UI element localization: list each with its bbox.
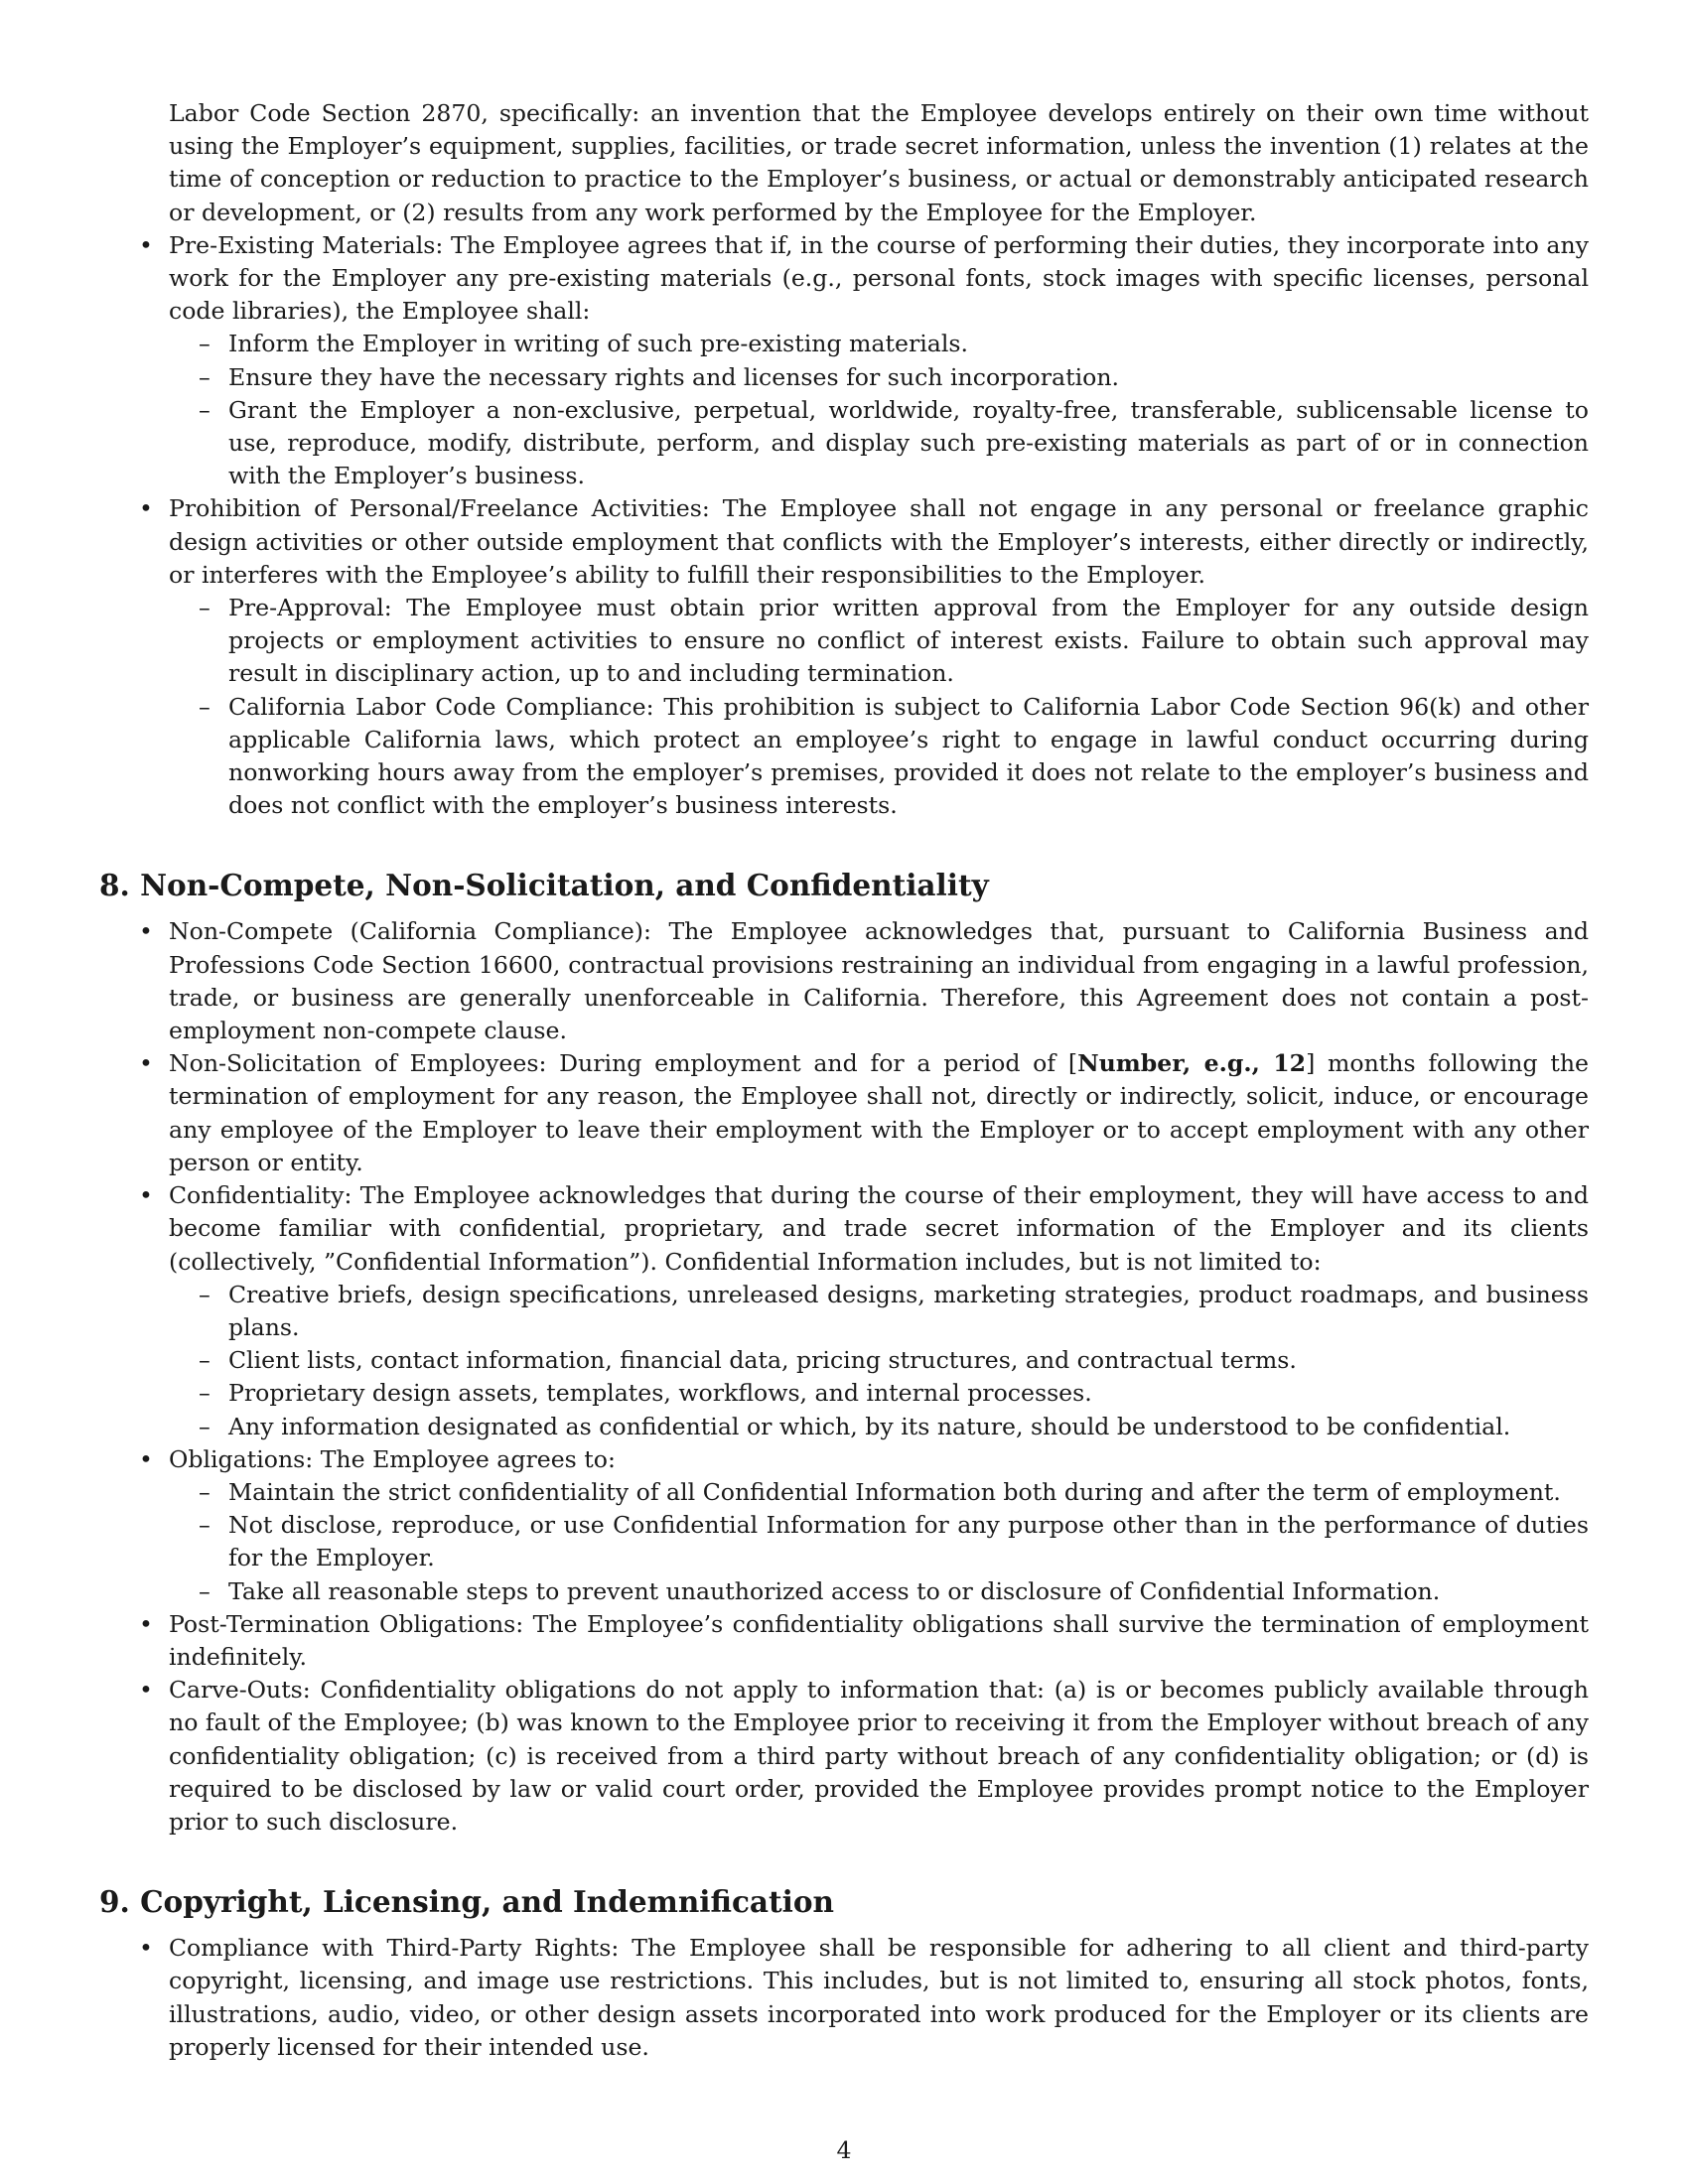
sublist-item-text: Client lists, contact information, financial data, pricing structures, and contractual terms. [228, 1346, 1297, 1375]
bullet-icon: • [139, 494, 153, 523]
list-item-text: Non-Compete (California Compliance): The Employee acknowledges that, pursuant to California Business and Professions Code Section 16600, contractual provisions restraining an individual from engaging in a lawful profession, trade, or business are generally unenforceable in California. Therefore, this Agreement does not contain a post-employment non-compete clause. [169, 917, 1589, 1045]
list-item-text: Post-Termination Obligations: The Employee’s confidentiality obligations shall survive the termination of employment indefinitely. [169, 1609, 1589, 1671]
sublist-item [199, 691, 1589, 823]
section-8-heading: 8. Non-Compete, Non-Solicitation, and Confidentiality [99, 868, 989, 903]
sublist [169, 1476, 1589, 1608]
sublist-item [199, 1476, 1589, 1509]
bullet-icon: • [139, 1934, 153, 1963]
sublist-item-text: Grant the Employer a non-exclusive, perpetual, worldwide, royalty-free, transferable, sublicensable license to use, reproduce, modify, distribute, perform, and display such pre-existing materials as part of or in connection with the Employer’s business. [228, 395, 1589, 490]
dash-icon: – [199, 1280, 211, 1308]
bullet-icon: • [139, 1444, 153, 1473]
sublist-item-text: Not disclose, reproduce, or use Confidential Information for any purpose other than in the performance of duties for the Employer. [228, 1511, 1589, 1572]
list-item [139, 1674, 1589, 1839]
intro-paragraph: Labor Code Section 2870, specifically: an invention that the Employee develops entirely on their own time without using the Employer’s equipment, supplies, facilities, or trade secret information, unless the invention (1) relates at the time of conception or reduction to practice to the Employer’s business, or actual or demonstrably anticipated research or development, or (2) results from any work performed by the Employee for the Employer. [169, 99, 1589, 226]
dash-icon: – [199, 1379, 211, 1408]
sublist [169, 1279, 1589, 1443]
sublist-item [199, 394, 1589, 493]
bullet-icon: • [139, 1181, 153, 1210]
sublist-item-text: Inform the Employer in writing of such pre-existing materials. [228, 330, 968, 358]
list-item-text: Confidentiality: The Employee acknowledges that during the course of their employment, they will have access to and become familiar with confidential, proprietary, and trade secret information of the Employer and its clients (collectively, ”Confidential Information”). Confidential Information includes, but is not limited to: [169, 1181, 1589, 1276]
list-item-text: Pre-Existing Materials: The Employee agrees that if, in the course of performing their duties, they incorporate into any work for the Employer any pre-existing materials (e.g., personal fonts, stock images with specific licenses, personal code libraries), the Employee shall: [169, 230, 1589, 326]
section9-list [99, 1932, 1589, 2064]
sublist-item [199, 1377, 1589, 1410]
dash-icon: – [199, 1477, 211, 1506]
sublist-item-text: Maintain the strict confidentiality of all Confidential Information both during and after the term of employment. [228, 1477, 1561, 1506]
bullet-icon: • [139, 1676, 153, 1705]
list-item [139, 229, 1589, 493]
list-item-text: Obligations: The Employee agrees to: [169, 1444, 616, 1473]
sublist-item-text: California Labor Code Compliance: This prohibition is subject to California Labor Code Section 96(k) and other applicable California laws, which protect an employee’s right to engage in lawful conduct occurring during nonworking hours away from the employer’s premises, provided it does not relate to the employer’s business and does not conflict with the employer’s business interests. [228, 692, 1589, 820]
list-item [139, 1179, 1589, 1443]
sublist-item-text: Ensure they have the necessary rights and licenses for such incorporation. [228, 362, 1120, 391]
sublist-item [199, 328, 1589, 360]
list-item [139, 1047, 1589, 1179]
sublist [169, 592, 1589, 822]
sublist-item-text: Any information designated as confidential or which, by its nature, should be understood to be confidential. [228, 1412, 1511, 1440]
list-item-text: Carve-Outs: Confidentiality obligations do not apply to information that: (a) is or becomes publicly available through no fault of the Employee; (b) was known to the Employee prior to receiving it from the Employer without breach of any confidentiality obligation; (c) is received from a third party without breach of any confidentiality obligation; or (d) is required to be disclosed by law or valid court order, provided the Employee provides prompt notice to the Employer prior to such disclosure. [169, 1676, 1589, 1836]
dash-icon: – [199, 1346, 211, 1375]
sublist [169, 328, 1589, 492]
sublist-item-text: Pre-Approval: The Employee must obtain prior written approval from the Employer for any outside design projects or employment activities to ensure no conflict of interest exists. Failure to obtain such approval may result in disciplinary action, up to and including termination. [228, 594, 1589, 688]
section-9-heading: 9. Copyright, Licensing, and Indemnification [99, 1884, 834, 1920]
list-item-text: Compliance with Third-Party Rights: The Employee shall be responsible for adhering to all client and third-party copyright, licensing, and image use restrictions. This includes, but is not limited to, ensuring all stock photos, fonts, illustrations, audio, video, or other design assets incorporated into work produced for the Employer or its clients are properly licensed for their intended use. [169, 1934, 1589, 2061]
list-item-text: Non-Solicitation of Employees: During employment and for a period of [ [169, 1049, 1078, 1078]
sublist-item-text: Creative briefs, design specifications, unreleased designs, marketing strategies, product roadmaps, and business plans. [228, 1280, 1589, 1341]
sublist-item [199, 1279, 1589, 1344]
dash-icon: – [199, 395, 211, 424]
sublist-item [199, 1509, 1589, 1574]
list-item [139, 492, 1589, 822]
section8-list [99, 915, 1589, 1839]
dash-icon: – [199, 330, 211, 358]
bullet-icon: • [139, 917, 153, 946]
sublist-item-text: Take all reasonable steps to prevent unauthorized access to or disclosure of Confidential Information. [228, 1576, 1441, 1605]
dash-icon: – [199, 1576, 211, 1605]
page-number: 4 [836, 2136, 852, 2164]
sublist-item [199, 361, 1589, 394]
dash-icon: – [199, 692, 211, 721]
list-item [139, 1443, 1589, 1608]
bullet-icon: • [139, 1049, 153, 1078]
dash-icon: – [199, 362, 211, 391]
dash-icon: – [199, 594, 211, 622]
document-page [99, 97, 1589, 2064]
bullet-icon: • [139, 1609, 153, 1638]
sublist-item [199, 1575, 1589, 1608]
bullet-icon: • [139, 230, 153, 259]
list-item [139, 1932, 1589, 2064]
sublist-item [199, 1411, 1589, 1443]
list-item-text: Prohibition of Personal/Freelance Activities: The Employee shall not engage in any personal or freelance graphic design activities or other outside employment that conflicts with the Employer’s interests, either directly or indirectly, or interferes with the Employee’s ability to fulfill their responsibilities to the Employer. [169, 494, 1589, 589]
sublist-item-text: Proprietary design assets, templates, workflows, and internal processes. [228, 1379, 1092, 1408]
section7-list [99, 229, 1589, 823]
sublist-item [199, 1344, 1589, 1377]
sublist-item [199, 592, 1589, 691]
list-item-text: ] months following the termination of employment for any reason, the Employee shall not, directly or indirectly, solicit, induce, or encourage any employee of the Employer to leave their employment with the Employer or to accept employment with any other person or entity. [169, 1049, 1589, 1176]
dash-icon: – [199, 1511, 211, 1540]
dash-icon: – [199, 1412, 211, 1440]
placeholder-bold: Number, e.g., 12 [1077, 1049, 1307, 1078]
list-item [139, 915, 1589, 1047]
list-item [139, 1608, 1589, 1674]
